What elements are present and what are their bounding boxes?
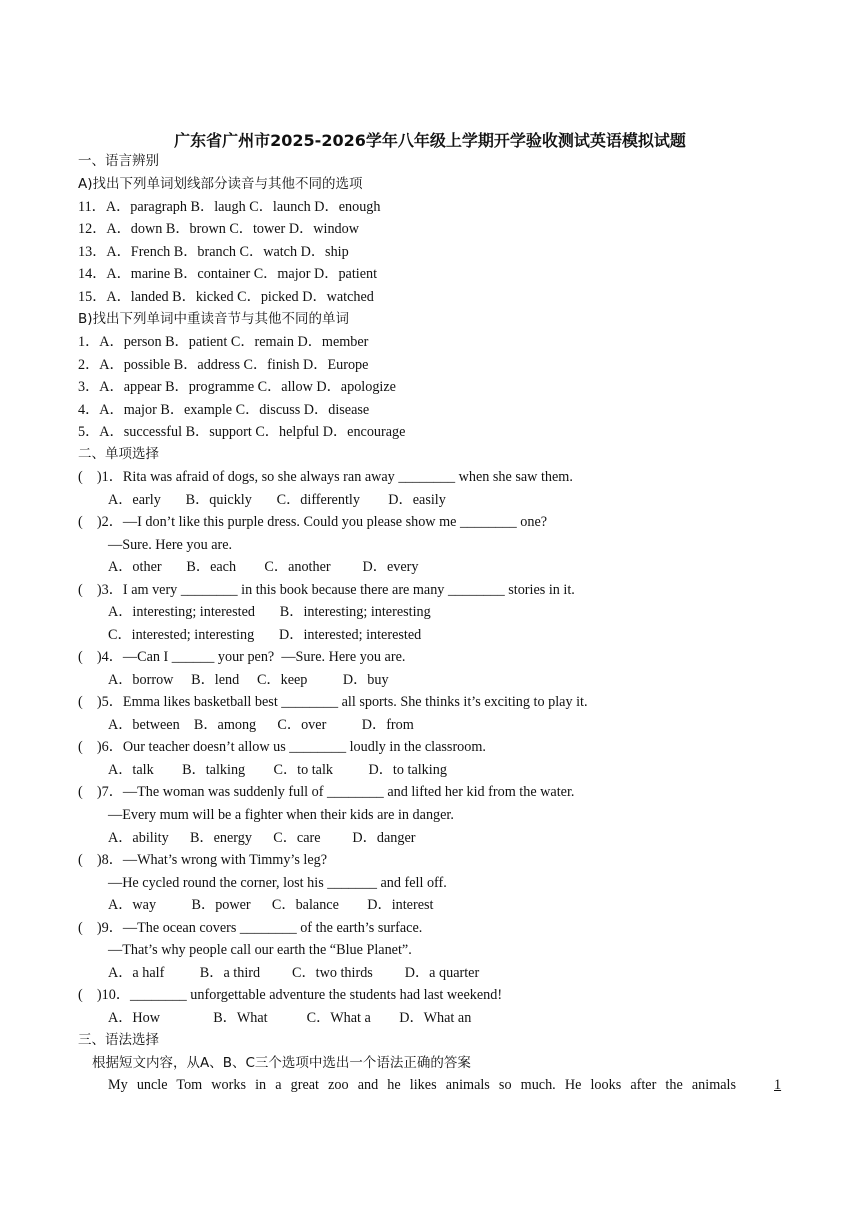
- answer-options: A．between B．among C．over D．from: [108, 717, 414, 733]
- question-stem: ( )10．________ unforgettable adventure the students had last weekend!: [78, 987, 503, 1003]
- dialogue-line: —He cycled round the corner, lost his _______ and fell off.: [108, 875, 447, 891]
- question-stem: ( )4．—Can I ______ your pen? —Sure. Here you are.: [78, 649, 406, 665]
- section-heading-1: 一、语言辨别: [78, 153, 159, 169]
- blank-number: 1: [774, 1077, 782, 1093]
- answer-options: A．early B．quickly C．differently D．easily: [108, 492, 446, 508]
- question-item: 14．A．marine B．container C．major D．patient: [78, 266, 378, 282]
- dialogue-line: —Sure. Here you are.: [108, 537, 233, 553]
- dialogue-line: —Every mum will be a fighter when their kids are in danger.: [108, 807, 454, 823]
- question-stem: ( )7．—The woman was suddenly full of ________ and lifted her kid from the water.: [78, 784, 575, 800]
- answer-options: A．other B．each C．another D．every: [108, 559, 419, 575]
- answer-options: A．ability B．energy C．care D．danger: [108, 830, 416, 846]
- question-stem: ( )8．—What’s wrong with Timmy’s leg?: [78, 852, 328, 868]
- answer-options: A．interesting; interested B．interesting; interesting: [108, 604, 431, 620]
- question-stem: ( )9．—The ocean covers ________ of the earth’s surface.: [78, 920, 423, 936]
- question-stem: ( )2．—I don’t like this purple dress. Could you please show me ________ one?: [78, 514, 548, 530]
- section-3-instruction: 根据短文内容，从A、B、C三个选项中选出一个语法正确的答案: [92, 1055, 471, 1071]
- question-item: 1．A．person B．patient C．remain D．member: [78, 334, 369, 350]
- question-item: 4．A．major B．example C．discuss D．disease: [78, 402, 370, 418]
- answer-options: A．way B．power C．balance D．interest: [108, 897, 434, 913]
- answer-options: A．talk B．talking C．to talk D．to talking: [108, 762, 447, 778]
- part-b-instruction: B)找出下列单词中重读音节与其他不同的单词: [78, 311, 350, 327]
- section-heading-3: 三、语法选择: [78, 1032, 159, 1048]
- page-title: 广东省广州市2025-2026学年八年级上学期开学验收测试英语模拟试题: [174, 131, 686, 150]
- part-a-instruction: A)找出下列单词划线部分读音与其他不同的选项: [78, 176, 363, 192]
- answer-options: C．interested; interesting D．interested; interested: [108, 627, 422, 643]
- question-item: 12．A．down B．brown C．tower D．window: [78, 221, 359, 237]
- answer-options: A．a half B．a third C．two thirds D．a quarter: [108, 965, 480, 981]
- question-item: 15．A．landed B．kicked C．picked D．watched: [78, 289, 374, 305]
- question-stem: ( )3．I am very ________ in this book because there are many ________ stories in it.: [78, 582, 575, 598]
- passage-text: My uncle Tom works in a great zoo and he likes animals so much. He looks after the animals: [108, 1077, 736, 1093]
- question-stem: ( )1．Rita was afraid of dogs, so she always ran away ________ when she saw them.: [78, 469, 573, 485]
- question-item: 13．A．French B．branch C．watch D．ship: [78, 244, 349, 260]
- dialogue-line: —That’s why people call our earth the “Blue Planet”.: [108, 942, 412, 958]
- question-stem: ( )5．Emma likes basketball best ________ all sports. She thinks it’s exciting to play it.: [78, 694, 588, 710]
- answer-options: A．How B．What C．What a D．What an: [108, 1010, 472, 1026]
- question-item: 2．A．possible B．address C．finish D．Europe: [78, 357, 369, 373]
- section-heading-2: 二、单项选择: [78, 446, 159, 462]
- question-item: 3．A．appear B．programme C．allow D．apologize: [78, 379, 396, 395]
- question-item: 11．A．paragraph B．laugh C．launch D．enough: [78, 199, 381, 215]
- question-stem: ( )6．Our teacher doesn’t allow us ________ loudly in the classroom.: [78, 739, 486, 755]
- answer-options: A．borrow B．lend C．keep D．buy: [108, 672, 389, 688]
- question-item: 5．A．successful B．support C．helpful D．encourage: [78, 424, 406, 440]
